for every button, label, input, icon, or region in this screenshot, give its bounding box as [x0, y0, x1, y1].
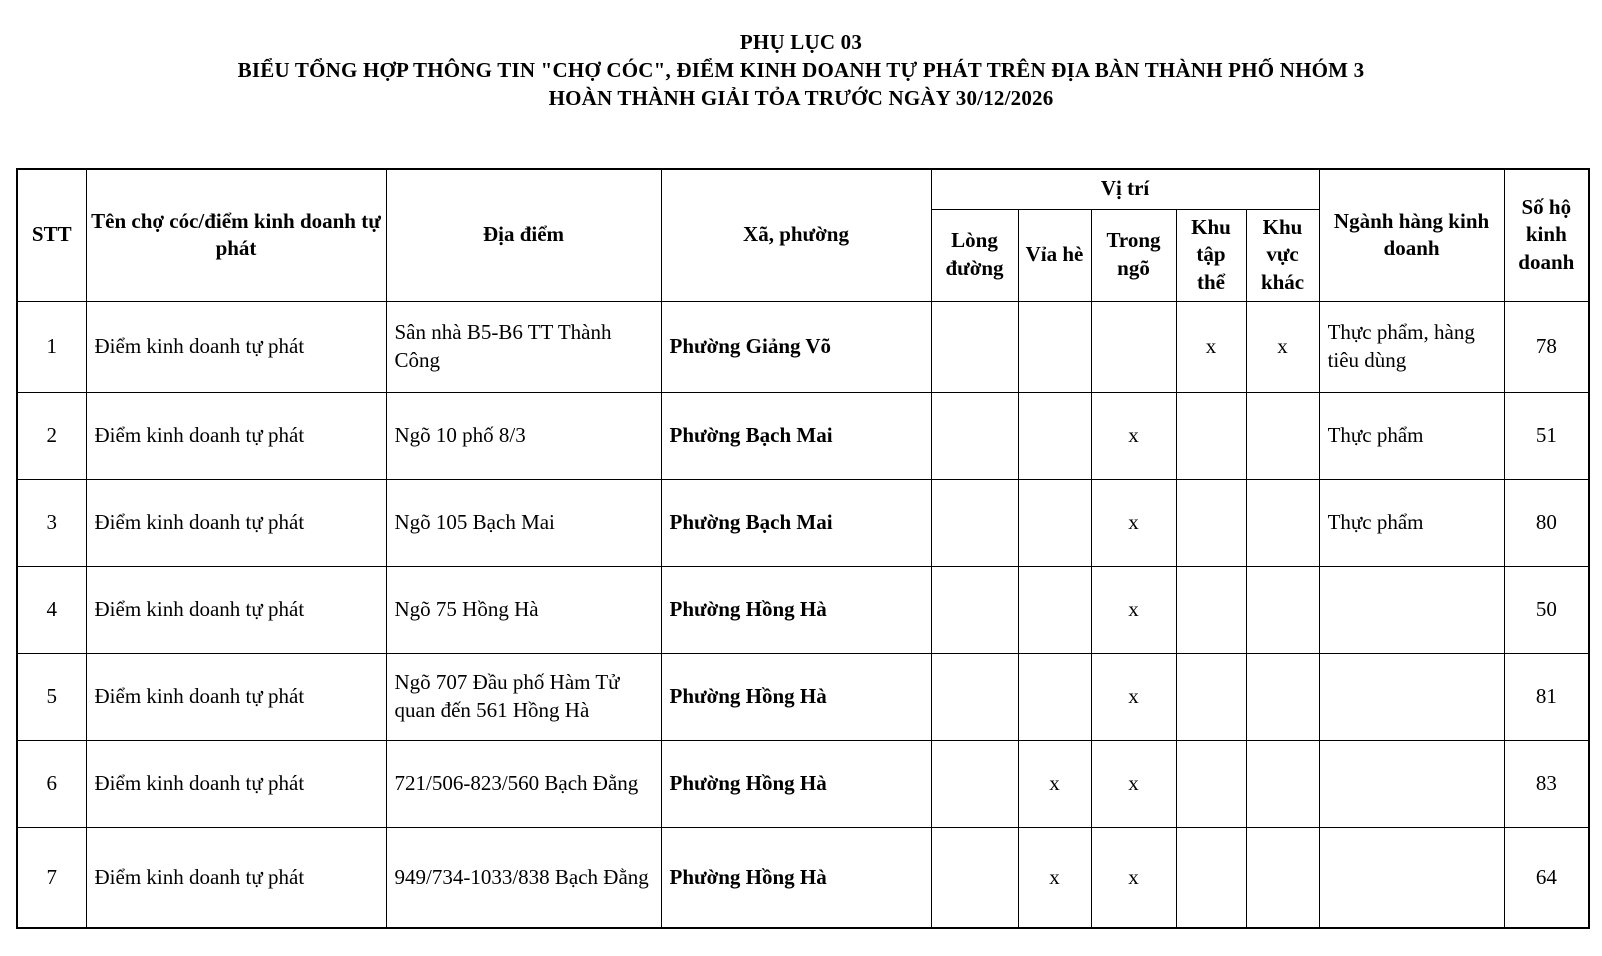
ward-cell: Phường Hồng Hà	[661, 566, 931, 653]
industry-cell	[1319, 566, 1504, 653]
table-row	[17, 827, 1589, 928]
loc-khu-vuc-khac-cell	[1246, 827, 1319, 928]
name-cell: Điểm kinh doanh tự phát	[86, 566, 386, 653]
table-body	[17, 301, 1589, 928]
stt-cell: 2	[17, 392, 86, 479]
loc-long-duong-cell	[931, 301, 1018, 392]
loc-via-he-cell	[1018, 653, 1091, 740]
loc-via-he-cell	[1018, 301, 1091, 392]
header-loc-khu-tap-the: Khu tập thể	[1176, 209, 1246, 301]
loc-khu-tap-the-cell	[1176, 653, 1246, 740]
header-name: Tên chợ cóc/điểm kinh doanh tự phát	[86, 169, 386, 301]
header-loc-trong-ngo: Trong ngõ	[1091, 209, 1176, 301]
table-row	[17, 566, 1589, 653]
loc-khu-tap-the-cell	[1176, 827, 1246, 928]
loc-khu-tap-the-cell	[1176, 392, 1246, 479]
address-cell: Sân nhà B5-B6 TT Thành Công	[386, 301, 661, 392]
households-cell: 51	[1504, 392, 1589, 479]
name-cell: Điểm kinh doanh tự phát	[86, 827, 386, 928]
table-row	[17, 301, 1589, 392]
header-location-group: Vị trí	[931, 169, 1319, 209]
loc-trong-ngo-cell: x	[1091, 566, 1176, 653]
loc-long-duong-cell	[931, 479, 1018, 566]
loc-trong-ngo-cell	[1091, 301, 1176, 392]
ward-cell: Phường Hồng Hà	[661, 653, 931, 740]
document-title	[0, 0, 1602, 112]
loc-via-he-cell: x	[1018, 827, 1091, 928]
loc-khu-vuc-khac-cell: x	[1246, 301, 1319, 392]
loc-trong-ngo-cell: x	[1091, 653, 1176, 740]
address-cell: Ngõ 10 phố 8/3	[386, 392, 661, 479]
table-row	[17, 479, 1589, 566]
address-cell: Ngõ 75 Hồng Hà	[386, 566, 661, 653]
loc-long-duong-cell	[931, 392, 1018, 479]
households-cell: 64	[1504, 827, 1589, 928]
loc-via-he-cell	[1018, 566, 1091, 653]
loc-long-duong-cell	[931, 653, 1018, 740]
households-cell: 50	[1504, 566, 1589, 653]
loc-khu-tap-the-cell	[1176, 740, 1246, 827]
title-line-appendix: PHỤ LỤC 03	[739, 30, 863, 54]
loc-long-duong-cell	[931, 827, 1018, 928]
header-households: Số hộ kinh doanh	[1504, 169, 1589, 301]
households-cell: 81	[1504, 653, 1589, 740]
ward-cell: Phường Bạch Mai	[661, 392, 931, 479]
ward-cell: Phường Hồng Hà	[661, 827, 931, 928]
loc-trong-ngo-cell: x	[1091, 827, 1176, 928]
loc-khu-tap-the-cell: x	[1176, 301, 1246, 392]
industry-cell: Thực phẩm	[1319, 392, 1504, 479]
header-row-group	[17, 169, 1589, 209]
market-summary-table	[16, 168, 1590, 929]
header-address: Địa điểm	[386, 169, 661, 301]
header-loc-long-duong: Lòng đường	[931, 209, 1018, 301]
header-loc-khu-vuc-khac: Khu vực khác	[1246, 209, 1319, 301]
stt-cell: 3	[17, 479, 86, 566]
ward-cell: Phường Hồng Hà	[661, 740, 931, 827]
loc-khu-vuc-khac-cell	[1246, 392, 1319, 479]
name-cell: Điểm kinh doanh tự phát	[86, 392, 386, 479]
address-cell: Ngõ 707 Đầu phố Hàm Tử quan đến 561 Hồng Hà	[386, 653, 661, 740]
header-stt: STT	[17, 169, 86, 301]
loc-via-he-cell	[1018, 479, 1091, 566]
households-cell: 83	[1504, 740, 1589, 827]
table-header	[17, 169, 1589, 301]
name-cell: Điểm kinh doanh tự phát	[86, 479, 386, 566]
address-cell: Ngõ 105 Bạch Mai	[386, 479, 661, 566]
stt-cell: 1	[17, 301, 86, 392]
stt-cell: 7	[17, 827, 86, 928]
header-ward: Xã, phường	[661, 169, 931, 301]
industry-cell	[1319, 653, 1504, 740]
loc-khu-vuc-khac-cell	[1246, 653, 1319, 740]
loc-trong-ngo-cell: x	[1091, 392, 1176, 479]
stt-cell: 5	[17, 653, 86, 740]
industry-cell	[1319, 740, 1504, 827]
stt-cell: 6	[17, 740, 86, 827]
header-industry: Ngành hàng kinh doanh	[1319, 169, 1504, 301]
name-cell: Điểm kinh doanh tự phát	[86, 301, 386, 392]
loc-trong-ngo-cell: x	[1091, 479, 1176, 566]
loc-long-duong-cell	[931, 740, 1018, 827]
table-row	[17, 392, 1589, 479]
address-cell: 949/734-1033/838 Bạch Đằng	[386, 827, 661, 928]
ward-cell: Phường Giảng Võ	[661, 301, 931, 392]
industry-cell	[1319, 827, 1504, 928]
households-cell: 78	[1504, 301, 1589, 392]
loc-trong-ngo-cell: x	[1091, 740, 1176, 827]
name-cell: Điểm kinh doanh tự phát	[86, 740, 386, 827]
title-line-deadline: HOÀN THÀNH GIẢI TỎA TRƯỚC NGÀY 30/12/2026	[548, 86, 1054, 110]
title-line-main: BIỂU TỔNG HỢP THÔNG TIN "CHỢ CÓC", ĐIỂM KINH DOANH TỰ PHÁT TRÊN ĐỊA BÀN THÀNH PHỐ NHÓM 3	[237, 58, 1365, 82]
loc-khu-vuc-khac-cell	[1246, 566, 1319, 653]
address-cell: 721/506-823/560 Bạch Đằng	[386, 740, 661, 827]
table-row	[17, 653, 1589, 740]
loc-long-duong-cell	[931, 566, 1018, 653]
industry-cell: Thực phẩm	[1319, 479, 1504, 566]
loc-via-he-cell	[1018, 392, 1091, 479]
loc-khu-tap-the-cell	[1176, 479, 1246, 566]
loc-khu-vuc-khac-cell	[1246, 479, 1319, 566]
loc-khu-tap-the-cell	[1176, 566, 1246, 653]
households-cell: 80	[1504, 479, 1589, 566]
ward-cell: Phường Bạch Mai	[661, 479, 931, 566]
loc-khu-vuc-khac-cell	[1246, 740, 1319, 827]
industry-cell: Thực phẩm, hàng tiêu dùng	[1319, 301, 1504, 392]
header-loc-via-he: Vỉa hè	[1018, 209, 1091, 301]
name-cell: Điểm kinh doanh tự phát	[86, 653, 386, 740]
table-row	[17, 740, 1589, 827]
loc-via-he-cell: x	[1018, 740, 1091, 827]
stt-cell: 4	[17, 566, 86, 653]
